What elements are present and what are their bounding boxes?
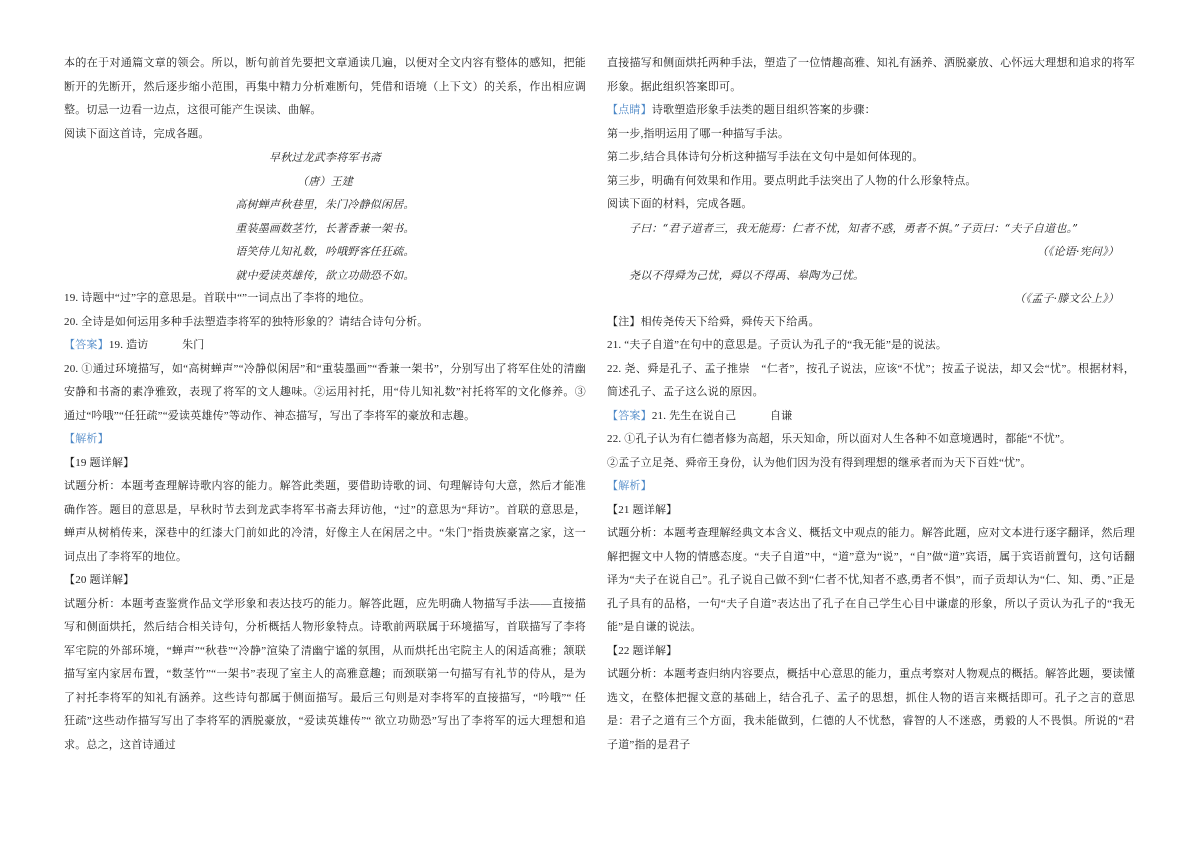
answer-20-continuation: 直接描写和侧面烘托两种手法，塑造了一位情趣高雅、知礼有涵养、洒脱豪放、心怀远大理想和追求的将军形象。据此组织答案即可。 [607,57,1135,93]
tip-text: 诗歌塑造形象手法类的题目组织答案的步骤： [651,104,876,116]
detail-20-heading: 【20 题详解】 [64,574,135,586]
analysis-heading [64,428,586,452]
material-note: 【注】相传尧传天下给舜，舜传天下给禹。 [607,315,820,328]
left-column [64,52,586,757]
tip-label: 【点睛】 [607,104,652,116]
poem-line: 重装墨画数茎竹，长著香兼一架书。 [235,221,415,235]
answer-19-paragraph [64,334,586,358]
poem-author: （唐）王建 [297,174,353,188]
material-reading-prompt: 阅读下面的材料，完成各题。 [607,198,753,210]
detail-20-text: 试题分析：本题考查鉴赏作品文学形象和表达技巧的能力。解答此题，应先明确人物描写手法——直接描写和侧面烘托，然后结合相关诗句，分析概括人物形象特点。诗歌前两联属于环境描写，首联描写了李将军宅院的外部环境，“蝉声”“秋巷”“冷静”渲染了清幽宁谧的氛围，从而烘托出宅院主人的闲适高雅；颔联描写室内家居布置，“数茎竹”“一架书”表现了室主人的高雅意趣；而颈联第一句描写有礼节的侍从，是为了衬托李将军的知礼有涵养。这些诗句都属于侧面描写。最后三句则是对李将军的直接描写，“吟哦”“ 任狂疏”这些动作描写写出了李将军的洒脱豪放，“爱读英雄传”“ 欲立功勋恐”写出了李将军的远大理想和追求。总之，这首诗通过 [64,597,586,751]
detail-22-text: 试题分析：本题考查归纳内容要点，概括中心意思的能力，重点考察对人物观点的概括。解答此题，要读懂选文，在整体把握文意的基础上，结合孔子、孟子的思想，抓住人物的语言来概括即可。孔子之言的意思是：君子之道有三个方面，我未能做到，仁德的人不忧愁，睿智的人不迷惑，勇毅的人不畏惧。所说的“君子道”指的是君子 [607,668,1135,751]
poem-reading-prompt: 阅读下面这首诗，完成各题。 [64,127,210,140]
answer-20-text: 20. ①通过环境描写，如“高树蝉声”“冷静似闲居”和“重装墨画”“香兼一架书”，分别写出了将军住处的清幽安静和书斋的素净雅致，表现了将军的文人趣味。②运用衬托，用“侍儿知礼数”衬托将军的文化修养。③通过“吟哦”“任狂疏”“爱读英雄传”等动作、神态描写，写出了李将军的豪放和志趣。 [64,362,586,422]
question-19: 19. 诗题中“过”字的意思是。首联中“”一词点出了李将的地位。 [64,292,371,304]
poem-line: 就中爱读英雄传，欲立功勋恐不如。 [235,268,415,282]
answer-22-part2: ②孟子立足尧、舜帝王身份，认为他们因为没有得到理想的继承者而为天下百姓“忧”。 [607,456,1032,469]
answer-label: 【答案】 [64,339,109,351]
poem-title: 早秋过龙武李将军书斋 [269,151,381,164]
detail-19-heading: 【19 题详解】 [64,456,135,469]
answer-21-text: 21. 先生在说自己 自谦 [651,409,793,422]
tip-step-2: 第二步,结合具体诗句分析这种描写手法在文句中是如何体现的。 [607,151,924,163]
poem-line: 语笑侍儿知礼数，吟哦野客任狂疏。 [235,245,415,258]
detail-21-heading: 【21 题详解】 [607,503,678,516]
intro-paragraph: 本的在于对通篇文章的领会。所以，断句前首先要把文章通读几遍，以便对全文内容有整体的感知，把能断开的先断开，然后逐步缩小范围，再集中精力分析难断句，凭借和语境（上下文）的关系，作出相应调整。切忌一边看一边点，这很可能产生误读、曲解。 [64,57,586,116]
tip-step-1: 第一步,指明运用了哪一种描写手法。 [607,127,790,140]
material-quote-analects: 子曰：“君子道者三，我无能焉：仁者不忧，知者不惑，勇者不惧。”子贡曰：“夫子自道也。” [629,221,1079,235]
question-22: 22. 尧、舜是孔子、孟子推崇 “仁者”，按孔子说法，应该“不忧”；按孟子说法，却又会“忧”。根据材料，简述孔子、孟子这么说的原因。 [607,362,1135,398]
analysis-label: 【解析】 [64,433,109,445]
detail-22-heading: 【22 题详解】 [607,644,678,657]
question-21: 21. “夫子自道”在句中的意思是。子贡认为孔子的“我无能”是的说法。 [607,339,948,351]
question-20: 20. 全诗是如何运用多种手法塑造李将军的独特形象的？请结合诗句分析。 [64,315,429,328]
poem-line: 高树蝉声秋巷里，朱门冷静似闲居。 [235,198,415,211]
tip-step-3: 第三步，明确有何效果和作用。要点明此手法突出了人物的什么形象特点。 [607,174,977,187]
analysis-label: 【解析】 [607,480,652,492]
detail-19-text: 试题分析：本题考查理解诗歌内容的能力。解答此类题，要借助诗歌的词、句理解诗句大意，然后才能准确作答。题目的意思是，早秋时节去到龙武李将军书斋去拜访他，“过”的意思为“拜访”。首联的意思是，蝉声从树梢传来，深巷中的红漆大门前如此的冷清，好像主人在闲居之中。“朱门”指贵族豪富之家，这一词点出了李将军的地位。 [64,480,586,563]
answer-label: 【答案】 [607,409,652,422]
answer-21-paragraph [607,405,1135,429]
material-quote-analects-source: （《论语·宪问》） [1036,245,1119,258]
analysis-heading [607,475,1135,499]
answer-22-part1: 22. ①孔子认为有仁德者修为高超，乐天知命，所以面对人生各种不如意境遇时，都能“不忧”。 [607,433,1072,445]
tip-paragraph [607,99,1135,123]
material-quote-mencius-source: （《孟子·滕文公上》） [1014,292,1119,305]
detail-21-text: 试题分析：本题考查理解经典文本含义、概括文中观点的能力。解答此题，应对文本进行逐字翻译，然后理解把握文中人物的情感态度。“夫子自道”中，“道”意为“说”，“自”做“道”宾语，属于宾语前置句，这句话翻译为“夫子在说自己”。孔子说自己做不到“仁者不忧,知者不惑,勇者不惧”，而子贡却认为“仁、知、勇、”正是孔子具有的品格，一句“夫子自道”表达出了孔子在自己学生心目中谦虚的形象，所以子贡认为孔子的“我无能”是自谦的说法。 [607,527,1135,633]
answer-19-text: 19. 造访 朱门 [108,339,205,351]
material-quote-mencius: 尧以不得舜为己忧，舜以不得禹、皋陶为己忧。 [629,268,865,282]
right-column [607,52,1135,757]
